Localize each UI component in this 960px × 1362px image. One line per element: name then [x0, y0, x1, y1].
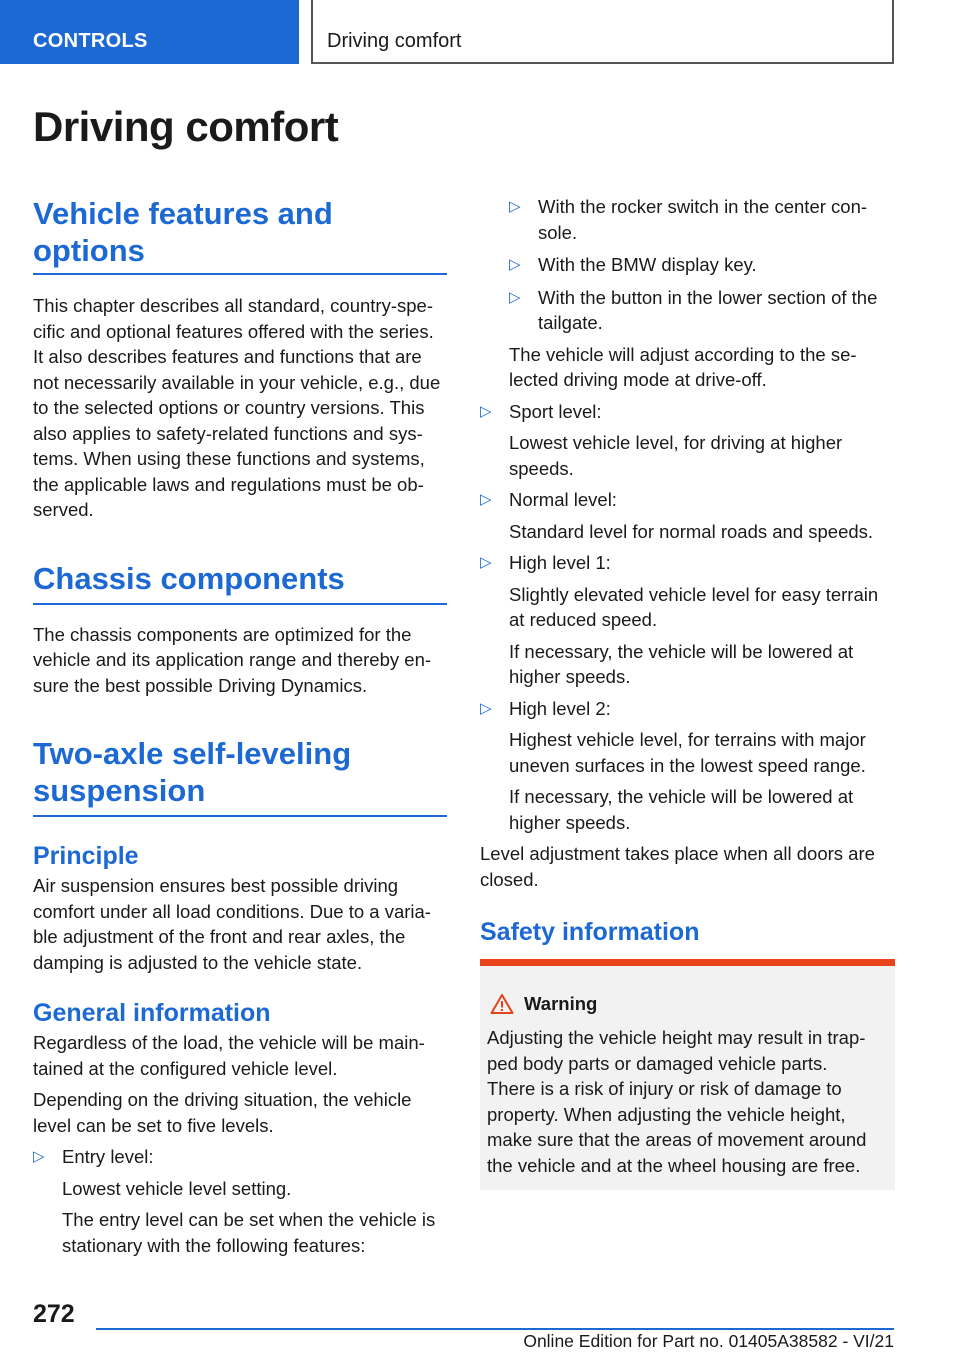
text-line: the vehicle and at the wheel housing are free.: [487, 1154, 861, 1176]
text-line: damping is adjusted to the vehicle state.: [33, 951, 363, 973]
list-item: ▷ High level 1:: [480, 550, 895, 576]
vehicle-features-text: [33, 293, 447, 523]
sport-level-item: [480, 399, 895, 482]
chapter-tab: [311, 0, 894, 64]
chassis-text: [33, 622, 447, 699]
text-line: not necessarily available in your vehicle, e.g., due: [33, 371, 441, 393]
text-line: If necessary, the vehicle will be lowered at: [509, 640, 854, 662]
text-line: Standard level for normal roads and speeds.: [509, 520, 874, 542]
text-line: to the selected options or country versions. This: [33, 397, 425, 418]
text-line: The entry level can be set when the vehicle is: [62, 1209, 436, 1230]
heading-rule: [33, 815, 447, 817]
text-line: make sure that the areas of movement around: [487, 1129, 867, 1150]
high-level-1-item: [480, 550, 895, 690]
footer-rule: [96, 1328, 894, 1330]
text-line: sure the best possible Driving Dynamics.: [33, 674, 368, 696]
text-line: Adjusting the vehicle height may result in trap-: [487, 1027, 866, 1048]
list-item: ▷ With the button in the lower section of the: [509, 285, 895, 311]
high-level-2-item: [480, 696, 895, 836]
general-info-heading: General information: [33, 999, 271, 1027]
text-line: Lowest vehicle level setting.: [62, 1177, 292, 1199]
list-item: ▷ With the rocker switch in the center con-: [509, 194, 895, 220]
text-line: property. When adjusting the vehicle height,: [487, 1103, 846, 1125]
page-title: Driving comfort: [33, 103, 339, 150]
text-line: also applies to safety-related functions and sys-: [33, 422, 423, 444]
footer-edition: Online Edition for Part no. 01405A38582 - VI/21: [523, 1331, 894, 1351]
level-adjustment-text: [480, 841, 895, 892]
heading-line: options: [33, 233, 145, 268]
page-header: [0, 0, 960, 66]
text-line: There is a risk of injury or risk of damage to: [487, 1078, 842, 1099]
text-line: The chassis components are optimized for the: [33, 623, 412, 645]
normal-level-item: [480, 487, 895, 544]
text-line: Level adjustment takes place when all doors are: [480, 843, 875, 864]
chassis-heading: Chassis components: [33, 560, 345, 596]
warning-triangle-icon: [490, 993, 514, 1015]
text-line: lected driving mode at drive-off.: [509, 369, 767, 390]
text-line: tained at the configured vehicle level.: [33, 1057, 338, 1079]
text-line: sole.: [538, 221, 578, 243]
text-line: Depending on the driving situation, the vehicle: [33, 1089, 412, 1110]
list-item: ▷ Sport level:: [480, 399, 895, 425]
text-line: It also describes features and functions that are: [33, 346, 422, 367]
warning-title: Warning: [524, 993, 598, 1014]
warning-header: [490, 993, 598, 1020]
text-line: higher speeds.: [509, 811, 631, 833]
right-column: [480, 194, 895, 947]
principle-text: [33, 873, 447, 975]
principle-heading: Principle: [33, 842, 139, 870]
text-line: at reduced speed.: [509, 609, 658, 630]
list-item: ▷ With the BMW display key.: [509, 252, 895, 278]
text-line: Highest vehicle level, for terrains with major: [509, 729, 866, 750]
page-number: 272: [33, 1300, 75, 1328]
safety-heading: Safety information: [480, 918, 700, 946]
section-tab: [0, 0, 299, 64]
text-line: Slightly elevated vehicle level for easy terrain: [509, 583, 879, 605]
text-line: comfort under all load conditions. Due to a varia-: [33, 900, 431, 922]
text-line: If necessary, the vehicle will be lowered at: [509, 786, 854, 807]
text-line: vehicle and its application range and thereby en-: [33, 649, 432, 670]
text-line: tailgate.: [538, 312, 603, 333]
general-info-text: [33, 1030, 447, 1081]
suspension-heading: [33, 735, 447, 809]
text-line: This chapter describes all standard, country-spe-: [33, 295, 433, 316]
text-line: Lowest vehicle level, for driving at higher: [509, 432, 843, 453]
text-line: closed.: [480, 868, 539, 890]
text-line: ble adjustment of the front and rear axles, the: [33, 926, 406, 947]
chapter-label: Driving comfort: [327, 30, 462, 52]
list-item: ▷ Normal level:: [480, 487, 895, 513]
heading-rule: [33, 273, 447, 275]
text-line: higher speeds.: [509, 666, 631, 687]
list-item: ▷ Entry level:: [33, 1144, 447, 1170]
text-line: served.: [33, 499, 94, 520]
heading-rule: [33, 603, 447, 605]
text-line: The vehicle will adjust according to the se-: [509, 343, 857, 365]
text-line: Air suspension ensures best possible driving: [33, 875, 399, 896]
text-line: cific and optional features offered with the series.: [33, 320, 434, 342]
text-line: the applicable laws and regulations must be ob-: [33, 473, 424, 495]
list-item: ▷ High level 2:: [480, 696, 895, 722]
text-line: uneven surfaces in the lowest speed range.: [509, 754, 866, 776]
left-column: [33, 195, 447, 1258]
section-label: CONTROLS: [33, 30, 148, 52]
heading-line: Two-axle self-leveling: [33, 736, 352, 771]
heading-line: suspension: [33, 773, 206, 808]
text-line: Regardless of the load, the vehicle will be main-: [33, 1032, 425, 1053]
entry-feature-list: [480, 194, 895, 393]
text-line: ped body parts or damaged vehicle parts.: [487, 1052, 828, 1074]
heading-line: Vehicle features and: [33, 196, 333, 231]
entry-level-item: [33, 1144, 447, 1258]
depending-text: [33, 1087, 447, 1138]
text-line: stationary with the following features:: [62, 1234, 366, 1256]
warning-box: [480, 959, 895, 1190]
warning-text: [487, 1025, 887, 1178]
text-line: tems. When using these functions and systems,: [33, 448, 425, 469]
text-line: speeds.: [509, 457, 574, 479]
text-line: level can be set to five levels.: [33, 1114, 274, 1136]
vehicle-features-heading: [33, 195, 447, 269]
